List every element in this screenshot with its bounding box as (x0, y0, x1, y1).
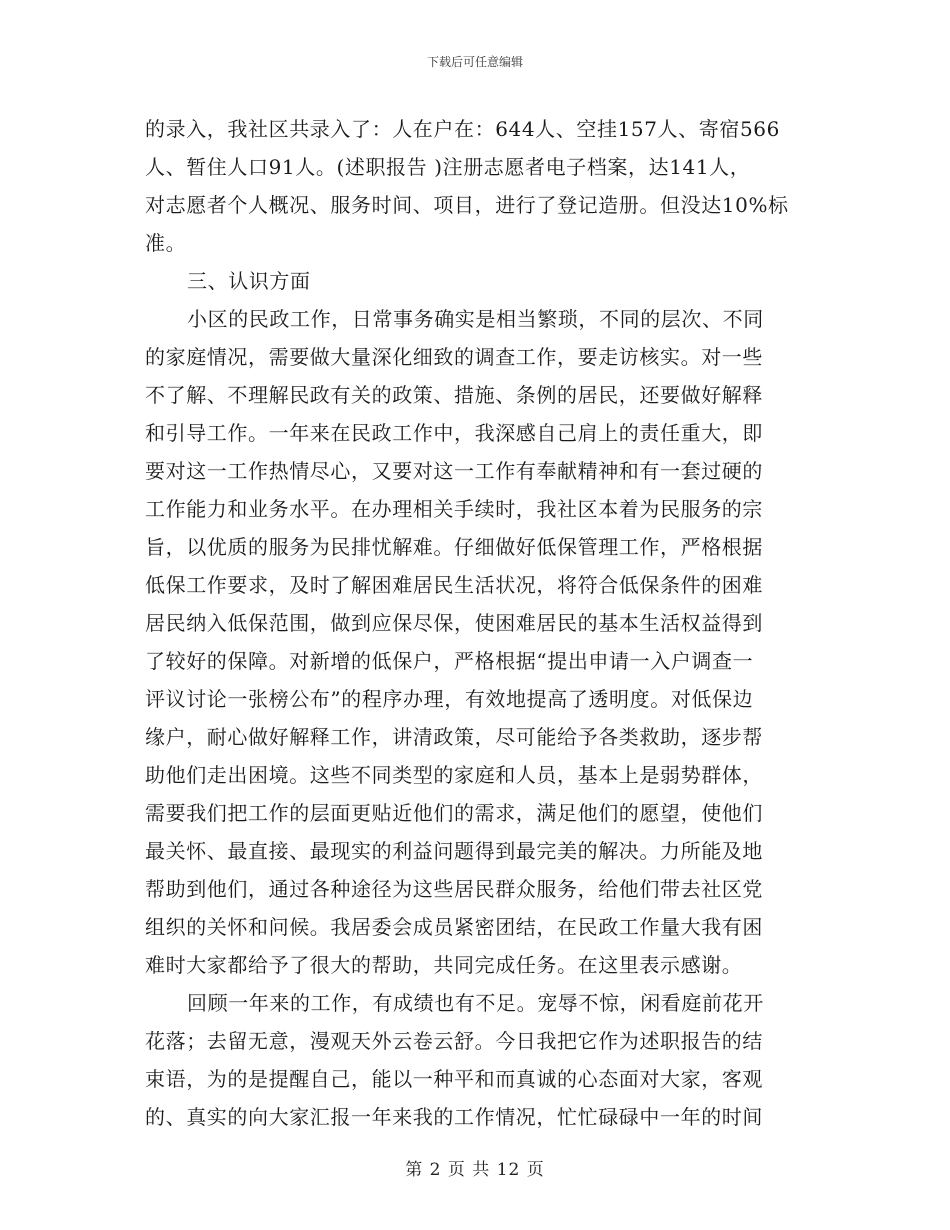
text-line: 组织的关怀和问候。我居委会成员紧密团结，在民政工作量大我有困 (145, 915, 763, 939)
text-line: 帮助到他们，通过各种途径为这些居民群众服务，给他们带去社区党 (145, 877, 763, 901)
text-line: 居民纳入低保范围，做到应保尽保，使困难居民的基本生活权益得到 (145, 611, 763, 635)
text-line: 不了解、不理解民政有关的政策、措施、条例的居民，还要做好解释 (145, 383, 763, 407)
text-line: 最关怀、最直接、最现实的利益问题得到最完美的解决。力所能及地 (145, 839, 763, 863)
text-line: 难时大家都给予了很大的帮助，共同完成任务。在这里表示感谢。 (145, 953, 743, 977)
text-line: 低保工作要求，及时了解困难居民生活状况，将符合低保条件的困难 (145, 573, 763, 597)
text-line: 回顾一年来的工作，有成绩也有不足。宠辱不惊，闲看庭前花开 (187, 991, 764, 1015)
text-line: 旨，以优质的服务为民排忧解难。仔细做好低保管理工作，严格根据 (145, 535, 763, 559)
text-line: 要对这一工作热情尽心，又要对这一工作有奉献精神和有一套过硬的 (145, 459, 763, 483)
text-line: 和引导工作。一年来在民政工作中，我深感自己肩上的责任重大，即 (145, 421, 763, 445)
text-line: 花落；去留无意，漫观天外云卷云舒。今日我把它作为述职报告的结 (145, 1029, 763, 1053)
page-number: 第 2 页 共 12 页 (405, 1160, 545, 1180)
text-line: 束语，为的是提醒自己，能以一种平和而真诚的心态面对大家，客观 (145, 1067, 763, 1091)
text-line: 缘户，耐心做好解释工作，讲清政策，尽可能给予各类救助，逐步帮 (145, 725, 763, 749)
document-body (145, 110, 810, 1136)
text-line: 的家庭情况，需要做大量深化细致的调查工作，要走访核实。对一些 (145, 345, 763, 369)
text-line: 需要我们把工作的层面更贴近他们的需求，满足他们的愿望，使他们 (145, 801, 763, 825)
text-line: 小区的民政工作，日常事务确实是相当繁琐，不同的层次、不同 (187, 307, 764, 331)
page-header-note: 下载后可任意编辑 (426, 55, 523, 69)
text-line: 了较好的保障。对新增的低保户，严格根据“提出申请一入户调查一 (145, 649, 754, 673)
text-line: 工作能力和业务水平。在办理相关手续时，我社区本着为民服务的宗 (145, 497, 763, 521)
text-line: 人、暂住人口91人。(述职报告 )注册志愿者电子档案，达141人， (145, 155, 751, 179)
text-line: 评议讨论一张榜公布”的程序办理，有效地提高了透明度。对低保边 (145, 687, 754, 711)
text-line: 的、真实的向大家汇报一年来我的工作情况，忙忙碌碌中一年的时间 (145, 1105, 763, 1129)
text-line: 对志愿者个人概况、服务时间、项目，进行了登记造册。但没达10%标 (145, 193, 789, 217)
text-line: 准。 (145, 231, 187, 255)
text-line: 助他们走出困境。这些不同类型的家庭和人员，基本上是弱势群体， (145, 763, 763, 787)
text-line: 的录入，我社区共录入了：人在户在：644人、空挂157人、寄宿566 (145, 117, 780, 141)
section-heading: 三、认识方面 (187, 269, 311, 293)
